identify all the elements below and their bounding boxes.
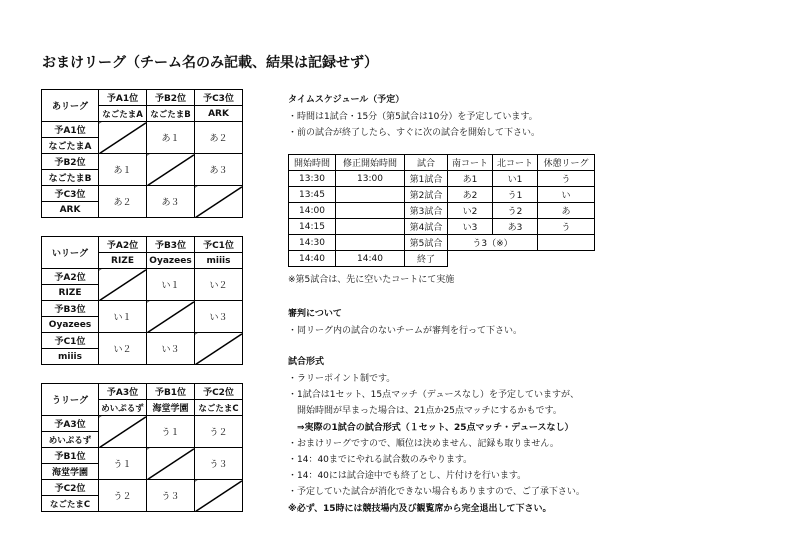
- col-seed: 予A3位: [99, 384, 147, 400]
- diagonal-cell: [147, 301, 195, 333]
- match-cell: あ１: [99, 154, 147, 186]
- rest-league: い: [538, 187, 595, 203]
- table-row: [289, 171, 595, 187]
- col-team: 海堂学園: [147, 400, 195, 416]
- diagonal-cell: [195, 186, 243, 218]
- format-section: [288, 354, 585, 517]
- col-seed: 予C2位: [195, 384, 243, 400]
- match-cell: う１: [147, 416, 195, 448]
- column-header: 北コート: [493, 155, 538, 171]
- match-cell: う２: [99, 480, 147, 512]
- match-cell: あ３: [195, 154, 243, 186]
- league-table-i: [41, 236, 243, 365]
- match-number: 第3試合: [405, 203, 448, 219]
- start-time: 14:30: [289, 235, 336, 251]
- col-team: めいぷるず: [99, 400, 147, 416]
- match-cell: う３: [147, 480, 195, 512]
- format-warning: ※必ず、15時には競技場内及び観覧席から完全退出して下さい。: [288, 503, 552, 514]
- row-seed: 予B2位: [42, 154, 99, 170]
- row-team: めいぷるず: [42, 432, 99, 448]
- row-seed: 予B1位: [42, 448, 99, 464]
- diagonal-cell: [147, 448, 195, 480]
- diagonal-cell: [99, 269, 147, 301]
- schedule-line: ・時間は1試合・15分（第5試合は10分）を予定しています。: [288, 112, 538, 122]
- schedule-section: [288, 92, 540, 141]
- rest-league: う: [538, 171, 595, 187]
- match-cell: い３: [195, 301, 243, 333]
- column-header: 休憩リーグ: [538, 155, 595, 171]
- table-row: [289, 187, 595, 203]
- diagonal-cell: [147, 154, 195, 186]
- match-number: 第1試合: [405, 171, 448, 187]
- schedule-heading: タイムスケジュール（予定）: [288, 95, 405, 105]
- match-number: 第2試合: [405, 187, 448, 203]
- col-team: Oyazees: [147, 253, 195, 269]
- row-seed: 予C1位: [42, 333, 99, 349]
- match-cell: う２: [195, 416, 243, 448]
- match-cell: い２: [99, 333, 147, 365]
- format-line: ・おまけリーグですので、順位は決めません、記録も取りません。: [288, 438, 559, 449]
- row-team: 海堂学園: [42, 464, 99, 480]
- north-court: う2: [493, 203, 538, 219]
- col-team: ARK: [195, 106, 243, 122]
- col-team: なごたまB: [147, 106, 195, 122]
- match-cell: い３: [147, 333, 195, 365]
- match-cell: う１: [99, 448, 147, 480]
- match-cell: あ３: [147, 186, 195, 218]
- col-team: RIZE: [99, 253, 147, 269]
- format-line-emphasis: ⇒実際の1試合の試合形式（１セット、25点マッチ・デュースなし）: [288, 422, 574, 433]
- revised-time: 13:00: [336, 171, 405, 187]
- start-time: 14:00: [289, 203, 336, 219]
- start-time: 13:45: [289, 187, 336, 203]
- format-line: 開始時間が早まった場合は、21点か25点マッチにするかもです。: [288, 406, 562, 417]
- col-seed: 予A2位: [99, 237, 147, 253]
- south-court: あ1: [448, 171, 493, 187]
- match-number: 第4試合: [405, 219, 448, 235]
- col-seed: 予B1位: [147, 384, 195, 400]
- match-cell: い２: [195, 269, 243, 301]
- rest-league: う: [538, 219, 595, 235]
- referee-heading: 審判について: [288, 309, 342, 319]
- col-seed: 予B2位: [147, 90, 195, 106]
- schedule-line: ・前の試合が終了したら、すぐに次の試合を開始して下さい。: [288, 128, 541, 139]
- table-header-row: [289, 155, 595, 171]
- league-table-a: [41, 89, 243, 218]
- referee-section: [288, 306, 522, 339]
- diagonal-cell: [99, 416, 147, 448]
- rest-league: あ: [538, 203, 595, 219]
- col-seed: 予A1位: [99, 90, 147, 106]
- row-team: なごたまC: [42, 496, 99, 512]
- page-title: おまけリーグ（チーム名のみ記載、結果は記録せず）: [42, 55, 378, 71]
- row-team: ARK: [42, 202, 99, 218]
- format-line: ・1試合は1セット、15点マッチ（デュースなし）を予定していますが、: [288, 390, 580, 401]
- revised-time: [336, 235, 405, 251]
- format-line: ・14：40までにやれる試合数のみやります。: [288, 455, 473, 466]
- diagonal-cell: [195, 333, 243, 365]
- row-seed: 予A2位: [42, 269, 99, 285]
- league-table-u: [41, 383, 243, 512]
- revised-time: [336, 219, 405, 235]
- league-name: あリーグ: [42, 90, 99, 122]
- match-cell: い１: [99, 301, 147, 333]
- revised-time: [336, 187, 405, 203]
- match-cell: い１: [147, 269, 195, 301]
- row-seed: 予A3位: [42, 416, 99, 432]
- north-court: あ3: [493, 219, 538, 235]
- diagonal-cell: [99, 122, 147, 154]
- column-header: 試合: [405, 155, 448, 171]
- row-team: RIZE: [42, 285, 99, 301]
- row-team: なごたまB: [42, 170, 99, 186]
- table-row: [289, 203, 595, 219]
- format-line: ・ラリーポイント制です。: [288, 374, 396, 384]
- south-court: い2: [448, 203, 493, 219]
- row-team: Oyazees: [42, 317, 99, 333]
- format-line: ・予定していた試合が消化できない場合もありますので、ご了承下さい。: [288, 487, 585, 498]
- row-team: miiis: [42, 349, 99, 365]
- format-heading: 試合形式: [288, 357, 325, 367]
- row-seed: 予B3位: [42, 301, 99, 317]
- rest-league: [538, 235, 595, 251]
- table-row: [289, 219, 595, 235]
- col-team: なごたまA: [99, 106, 147, 122]
- start-time: 13:30: [289, 171, 336, 187]
- either-court: う3（※）: [448, 235, 538, 251]
- south-court: い3: [448, 219, 493, 235]
- match-number: 第5試合: [405, 235, 448, 251]
- league-name: うリーグ: [42, 384, 99, 416]
- match-cell: あ２: [195, 122, 243, 154]
- match-cell: う３: [195, 448, 243, 480]
- row-seed: 予C2位: [42, 480, 99, 496]
- table-row: [289, 251, 595, 267]
- match-cell: あ２: [99, 186, 147, 218]
- match-cell: あ１: [147, 122, 195, 154]
- column-header: 南コート: [448, 155, 493, 171]
- col-team: なごたまC: [195, 400, 243, 416]
- diagonal-cell: [195, 480, 243, 512]
- south-court: あ2: [448, 187, 493, 203]
- col-seed: 予C3位: [195, 90, 243, 106]
- start-time: 14:15: [289, 219, 336, 235]
- revised-time: [336, 203, 405, 219]
- match-number: 終了: [405, 251, 448, 267]
- row-team: なごたまA: [42, 138, 99, 154]
- north-court: う1: [493, 187, 538, 203]
- col-seed: 予B3位: [147, 237, 195, 253]
- start-time: 14:40: [289, 251, 336, 267]
- north-court: い1: [493, 171, 538, 187]
- col-seed: 予C1位: [195, 237, 243, 253]
- row-seed: 予A1位: [42, 122, 99, 138]
- row-seed: 予C3位: [42, 186, 99, 202]
- column-header: 開始時間: [289, 155, 336, 171]
- column-header: 修正開始時間: [336, 155, 405, 171]
- table-row: [289, 235, 595, 251]
- league-name: いリーグ: [42, 237, 99, 269]
- format-line: ・14：40には試合途中でも終了とし、片付けを行います。: [288, 471, 527, 482]
- revised-time: 14:40: [336, 251, 405, 267]
- col-team: miiis: [195, 253, 243, 269]
- schedule-note: ※第5試合は、先に空いたコートにて実施: [288, 275, 455, 285]
- referee-line: ・同リーグ内の試合のないチームが審判を行って下さい。: [288, 326, 523, 336]
- schedule-table: [288, 154, 595, 267]
